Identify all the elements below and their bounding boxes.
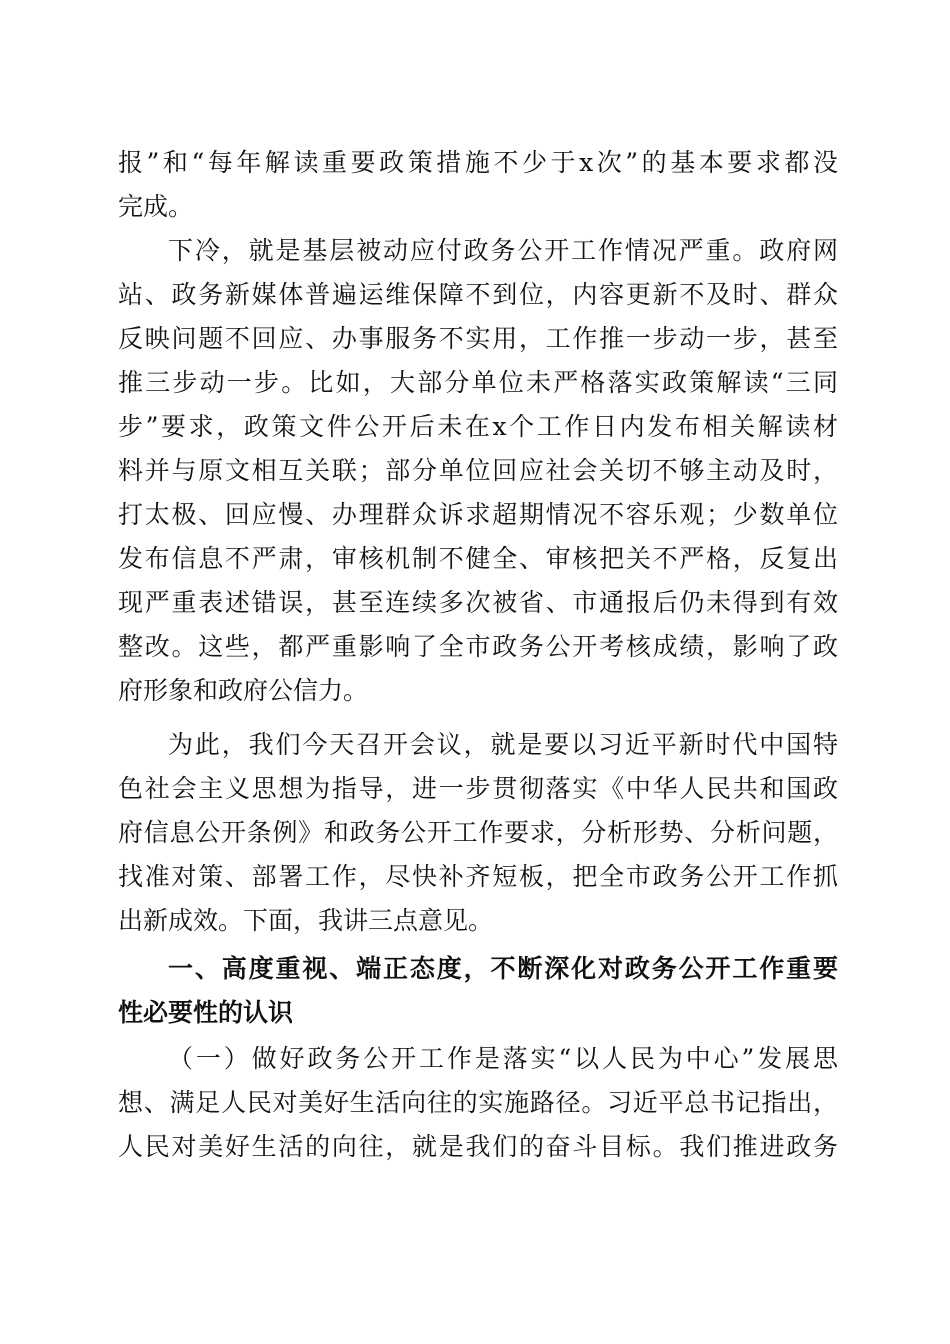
section-heading: 一、高度重视、端正态度，不断深化对政务公开工作重要	[168, 954, 838, 983]
text-line: 整改。这些，都严重影响了全市政务公开考核成绩，影响了政	[118, 632, 838, 661]
text-line: 府信息公开条例》和政务公开工作要求，分析形势、分析问题，	[118, 818, 838, 847]
text-line: 下冷，就是基层被动应付政务公开工作情况严重。政府网	[168, 236, 838, 265]
text-line: 发布信息不严肃，审核机制不健全、审核把关不严格，反复出	[118, 544, 838, 573]
text-line: 人民对美好生活的向往，就是我们的奋斗目标。我们推进政务	[118, 1132, 838, 1161]
text-line: 找准对策、部署工作，尽快补齐短板，把全市政务公开工作抓	[118, 862, 838, 891]
text-line: 反映问题不回应、办事服务不实用，工作推一步动一步，甚至	[118, 324, 838, 353]
text-line: 想、满足人民对美好生活向往的实施路径。习近平总书记指出，	[118, 1088, 838, 1117]
text-line: （一）做好政务公开工作是落实“以人民为中心”发展思	[168, 1044, 838, 1073]
text-line: 站、政务新媒体普遍运维保障不到位，内容更新不及时、群众	[118, 280, 838, 309]
text-line: 料并与原文相互关联；部分单位回应社会关切不够主动及时，	[118, 456, 838, 485]
text-line: 推三步动一步。比如，大部分单位未严格落实政策解读“三同	[118, 368, 838, 397]
text-line: 出新成效。下面，我讲三点意见。	[118, 906, 494, 935]
text-line: 色社会主义思想为指导，进一步贯彻落实《中华人民共和国政	[118, 774, 838, 803]
text-line: 报”和“每年解读重要政策措施不少于x次”的基本要求都没	[118, 148, 838, 177]
text-line: 为此，我们今天召开会议，就是要以习近平新时代中国特	[168, 730, 838, 759]
text-line: 府形象和政府公信力。	[118, 676, 369, 705]
text-line: 步”要求，政策文件公开后未在x个工作日内发布相关解读材	[118, 412, 838, 441]
text-line: 打太极、回应慢、办理群众诉求超期情况不容乐观；少数单位	[118, 500, 838, 529]
text-line: 现严重表述错误，甚至连续多次被省、市通报后仍未得到有效	[118, 588, 838, 617]
section-heading: 性必要性的认识	[118, 998, 294, 1027]
text-line: 完成。	[118, 192, 194, 221]
